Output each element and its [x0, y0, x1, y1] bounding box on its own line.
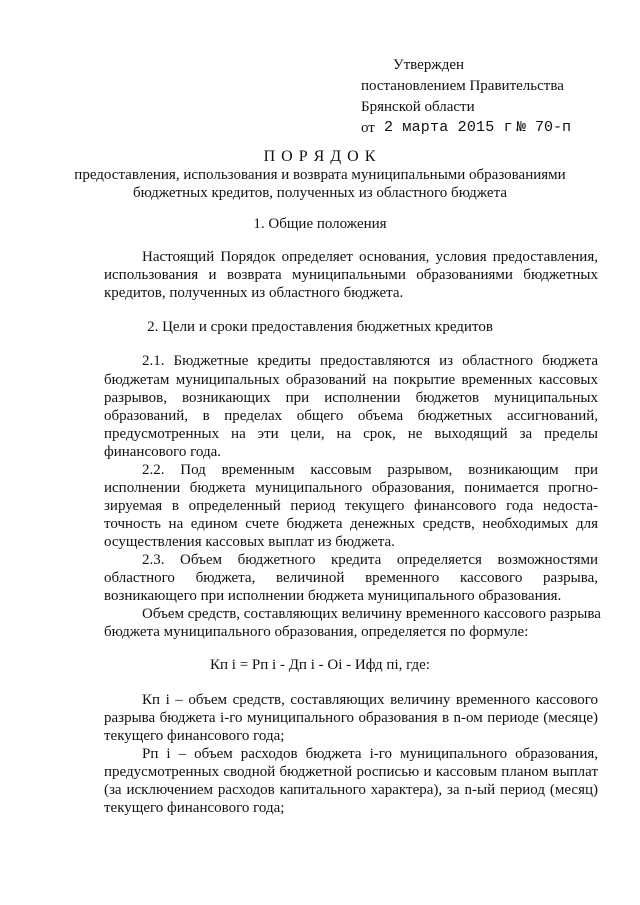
document-subtitle-line2: бюджетных кредитов, полученных из областного бюджета	[133, 185, 507, 201]
paragraph-2-1-line: образований, в пределах общего объема бюджетных ассигнований,	[104, 408, 598, 424]
paragraph-2-2-line: зируемая в определенный период текущего финансового года недоста-	[104, 498, 598, 514]
section1-paragraph-line: кредитов, полученных из областного бюджета.	[104, 285, 404, 301]
definition-rp-line: предусмотренных сводной бюджетной росписью и кассовым планом выплат	[104, 764, 598, 780]
definition-kp-line: текущего финансового года;	[104, 728, 285, 744]
paragraph-2-1-line: финансового года.	[104, 444, 222, 460]
document-title: П О Р Я Д О К	[263, 148, 377, 165]
definition-kp-line: Кп i – объем средств, составляющих величину временного кассового	[142, 692, 598, 708]
approval-number: № 70-п	[517, 119, 572, 136]
paragraph-2-1-line: бюджетам муниципальных образований на покрытие временных кассовых	[104, 372, 598, 388]
section2-heading: 2. Цели и сроки предоставления бюджетных кредитов	[147, 319, 493, 335]
approval-line-decree: постановлением Правительства	[361, 78, 564, 94]
section1-paragraph-line: использования и возврата муниципальными образованиями бюджетных	[104, 267, 598, 283]
definition-kp-line: разрыва бюджета i-го муниципального образования в n-ом периоде (месяце)	[104, 710, 598, 726]
paragraph-2-2-line: точность на едином счете бюджета денежных средств, необходимых для	[104, 516, 598, 532]
approval-line-date-prefix: от	[361, 120, 375, 136]
section1-paragraph-line: Настоящий Порядок определяет основания, условия предоставления,	[142, 249, 598, 265]
paragraph-2-1-line: предусмотренных на эти цели, на срок, не выходящий за пределы	[104, 426, 598, 442]
paragraph-volume-line: бюджета муниципального образования, определяется по формуле:	[104, 624, 529, 640]
paragraph-2-2-line: 2.2. Под временным кассовым разрывом, возникающим при	[142, 462, 598, 478]
definition-rp-line: Рп i – объем расходов бюджета i-го муниципального образования,	[142, 746, 598, 762]
section1-heading: 1. Общие положения	[253, 216, 387, 232]
paragraph-2-2-line: исполнении бюджета муниципального образования, понимается прогно-	[104, 480, 598, 496]
definition-rp-line: текущего финансового года;	[104, 800, 285, 816]
definition-rp-line: (за исключением расходов капитального характера), за n-ый период (месяц)	[104, 782, 598, 798]
document-subtitle-line1: предоставления, использования и возврата муниципальными образованиями	[74, 167, 566, 183]
paragraph-2-2-line: осуществления кассовых выплат из бюджета.	[104, 534, 395, 550]
approval-line-approved: Утвержден	[393, 57, 465, 73]
paragraph-2-1-line: разрывов, возникающих при исполнении бюджетов муниципальных	[104, 390, 598, 406]
paragraph-2-1-line: 2.1. Бюджетные кредиты предоставляются из областного бюджета	[142, 353, 598, 369]
approval-date: 2 марта 2015 г.	[384, 119, 523, 136]
paragraph-volume-line: Объем средств, составляющих величину временного кассового разрыва	[142, 606, 601, 622]
budget-gap-formula: Кп i = Рп i - Дп i - Оi - Ифд пi, где:	[210, 657, 430, 673]
paragraph-2-3-line: областного бюджета, величиной временного кассового разрыва,	[104, 570, 598, 586]
approval-line-region: Брянской области	[361, 99, 475, 115]
paragraph-2-3-line: 2.3. Объем бюджетного кредита определяется возможностями	[142, 552, 598, 568]
paragraph-2-3-line: возникающего при исполнении бюджета муниципального образования.	[104, 588, 562, 604]
